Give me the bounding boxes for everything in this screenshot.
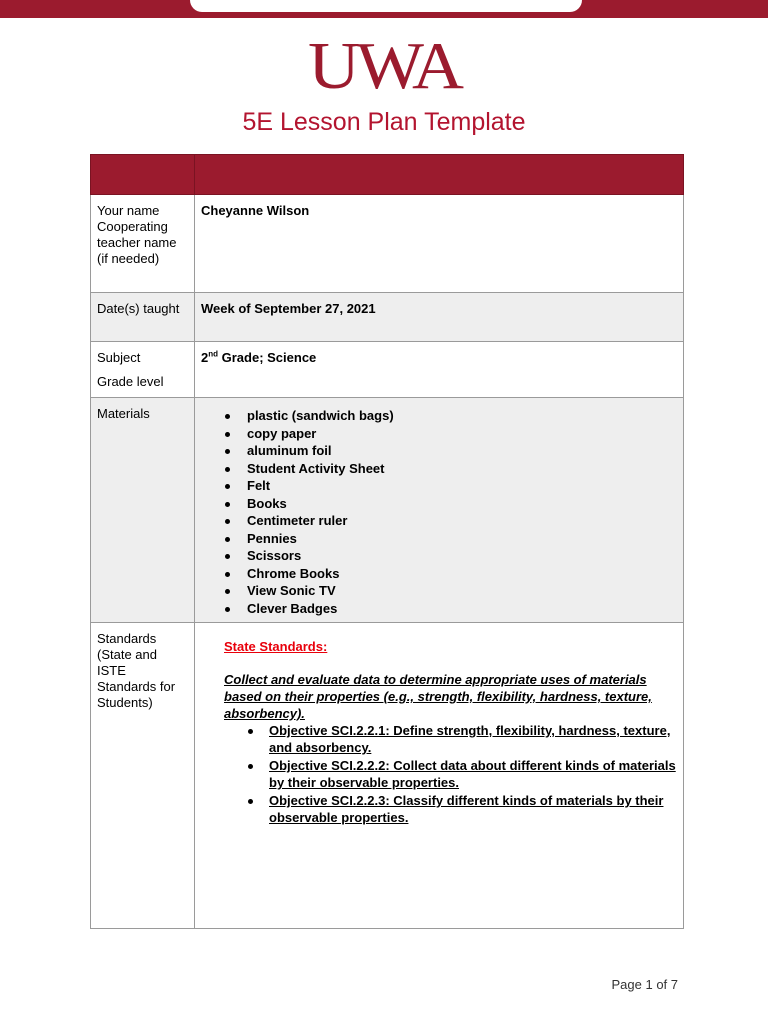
subject-label: Subject [97, 350, 141, 365]
standards-description: Collect and evaluate data to determine appropriate uses of materials based on their properties (e.g., strength, flexibility, hardness, texture, absorbency). [224, 672, 652, 721]
list-item: copy paper [223, 425, 677, 443]
standards-cell [195, 623, 684, 929]
standards-label: Standards (State and ISTE Standards for Students) [91, 623, 195, 929]
list-item: Felt [223, 477, 677, 495]
table-header-row [91, 155, 684, 195]
page-title: 5E Lesson Plan Template [242, 108, 526, 136]
list-item: plastic (sandwich bags) [223, 407, 677, 425]
top-banner [0, 0, 768, 18]
materials-label: Materials [91, 398, 195, 623]
list-item: Chrome Books [223, 565, 677, 583]
name-label: Your name Cooperating teacher name (if needed) [91, 195, 195, 293]
materials-row [91, 398, 684, 623]
list-item: Scissors [223, 547, 677, 565]
lesson-plan-table [90, 154, 684, 929]
header-cell-right [195, 155, 684, 195]
name-value: Cheyanne Wilson [195, 195, 684, 293]
list-item: Books [223, 495, 677, 513]
list-item: aluminum foil [223, 442, 677, 460]
grade-label: Grade level [97, 374, 164, 389]
list-item: View Sonic TV [223, 582, 677, 600]
state-standards-heading: State Standards: [224, 639, 328, 654]
list-item: Centimeter ruler [223, 512, 677, 530]
subject-grade-text: Grade; Science [218, 350, 317, 365]
uwa-logo: UWA [308, 29, 460, 103]
header-cell-left [91, 155, 195, 195]
dates-label: Date(s) taught [91, 293, 195, 342]
standards-row [91, 623, 684, 929]
list-item: Objective SCI.2.2.3: Classify different kinds of materials by their observable properties. [245, 792, 677, 826]
grade-number: 2 [201, 350, 209, 365]
materials-cell [195, 398, 684, 623]
list-item: Objective SCI.2.2.1: Define strength, flexibility, hardness, texture, and absorbency. [245, 722, 677, 756]
dates-row [91, 293, 684, 342]
list-item: Objective SCI.2.2.2: Collect data about different kinds of materials by their observable properties. [245, 757, 677, 791]
page-number: Page 1 of 7 [611, 977, 678, 992]
subject-value [195, 342, 684, 398]
list-item: Pennies [223, 530, 677, 548]
dates-value: Week of September 27, 2021 [195, 293, 684, 342]
grade-suffix: nd [208, 349, 219, 359]
list-item: Student Activity Sheet [223, 460, 677, 478]
objectives-list [201, 722, 677, 826]
materials-list [201, 407, 677, 617]
list-item: Clever Badges [223, 600, 677, 618]
name-row [91, 195, 684, 293]
subject-label-cell [91, 342, 195, 398]
subject-row [91, 342, 684, 398]
top-banner-tab [190, 0, 582, 12]
